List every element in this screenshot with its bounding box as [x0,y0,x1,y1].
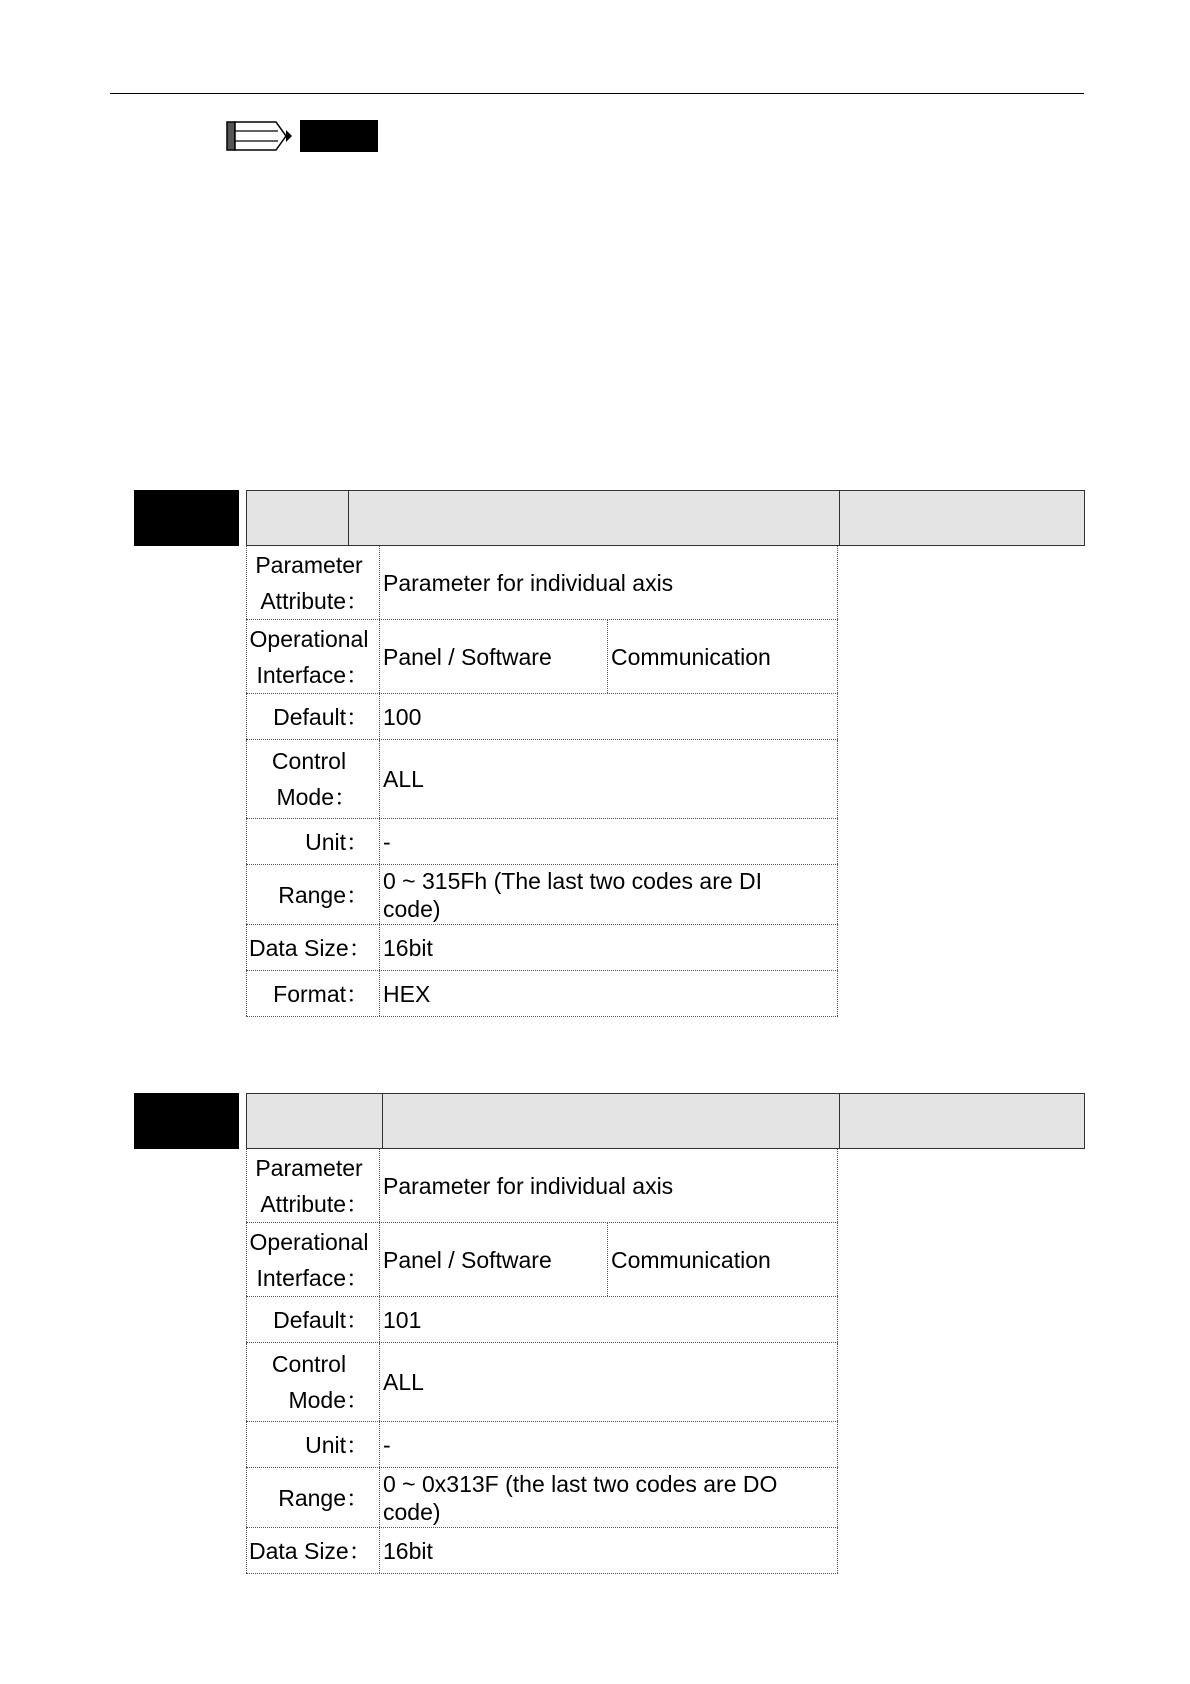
label-default: Default： [246,694,380,739]
row-control-mode [246,1343,838,1422]
label-data-size: Data Size： [246,1528,380,1573]
value-interface [380,620,838,693]
label-interface: Operational Interface： [246,620,380,693]
label-range: Range： [246,1468,380,1527]
value-data-size: 16bit [380,1528,838,1573]
value-format: HEX [380,971,838,1016]
row-format [246,971,838,1017]
parameter-table [246,546,838,1017]
label-attribute: Parameter Attribute： [246,1149,380,1222]
row-default [246,1297,838,1343]
label-data-size: Data Size： [246,925,380,970]
value-attribute: Parameter for individual axis [380,1149,838,1222]
header-cell-name [348,491,840,545]
interface-communication: Communication [611,1246,771,1273]
row-data-size [246,925,838,971]
value-control-mode: ALL [380,740,838,818]
label-attribute: Parameter Attribute： [246,546,380,619]
value-interface [380,1223,838,1296]
row-attribute [246,1149,838,1223]
value-unit: - [380,819,838,864]
label-interface: Operational Interface： [246,1223,380,1296]
header-cell-name [382,1094,840,1148]
interface-communication: Communication [611,643,771,670]
parameter-code-tab [134,1093,239,1149]
value-range: 0 ~ 0x313F (the last two codes are DO code) [380,1468,838,1527]
header-cell-code [247,1094,383,1148]
header-cell-code [247,491,349,545]
row-attribute [246,546,838,620]
value-range: 0 ~ 315Fh (The last two codes are DI code) [380,865,838,924]
label-unit: Unit： [246,819,380,864]
header-rule [110,93,1084,94]
interface-panel: Panel / Software [380,1223,608,1296]
label-control-mode: Control Mode： [246,1343,380,1421]
value-unit: - [380,1422,838,1467]
label-default: Default： [246,1297,380,1342]
note-tag [300,120,378,152]
interface-panel: Panel / Software [380,620,608,693]
label-unit: Unit： [246,1422,380,1467]
row-control-mode [246,740,838,819]
label-format: Format： [246,971,380,1016]
value-default: 101 [380,1297,838,1342]
parameter-table [246,1149,838,1574]
value-control-mode: ALL [380,1343,838,1421]
row-interface [246,620,838,694]
parameter-code-tab [134,490,239,546]
row-interface [246,1223,838,1297]
label-control-mode: Control Mode： [246,740,380,818]
label-range: Range： [246,865,380,924]
row-range [246,865,838,925]
row-unit [246,1422,838,1468]
value-attribute: Parameter for individual axis [380,546,838,619]
value-data-size: 16bit [380,925,838,970]
parameter-header-bar [246,490,1085,546]
row-unit [246,819,838,865]
parameter-header-bar [246,1093,1085,1149]
row-data-size [246,1528,838,1574]
note-pencil-icon [226,119,296,153]
row-default [246,694,838,740]
row-range [246,1468,838,1528]
value-default: 100 [380,694,838,739]
